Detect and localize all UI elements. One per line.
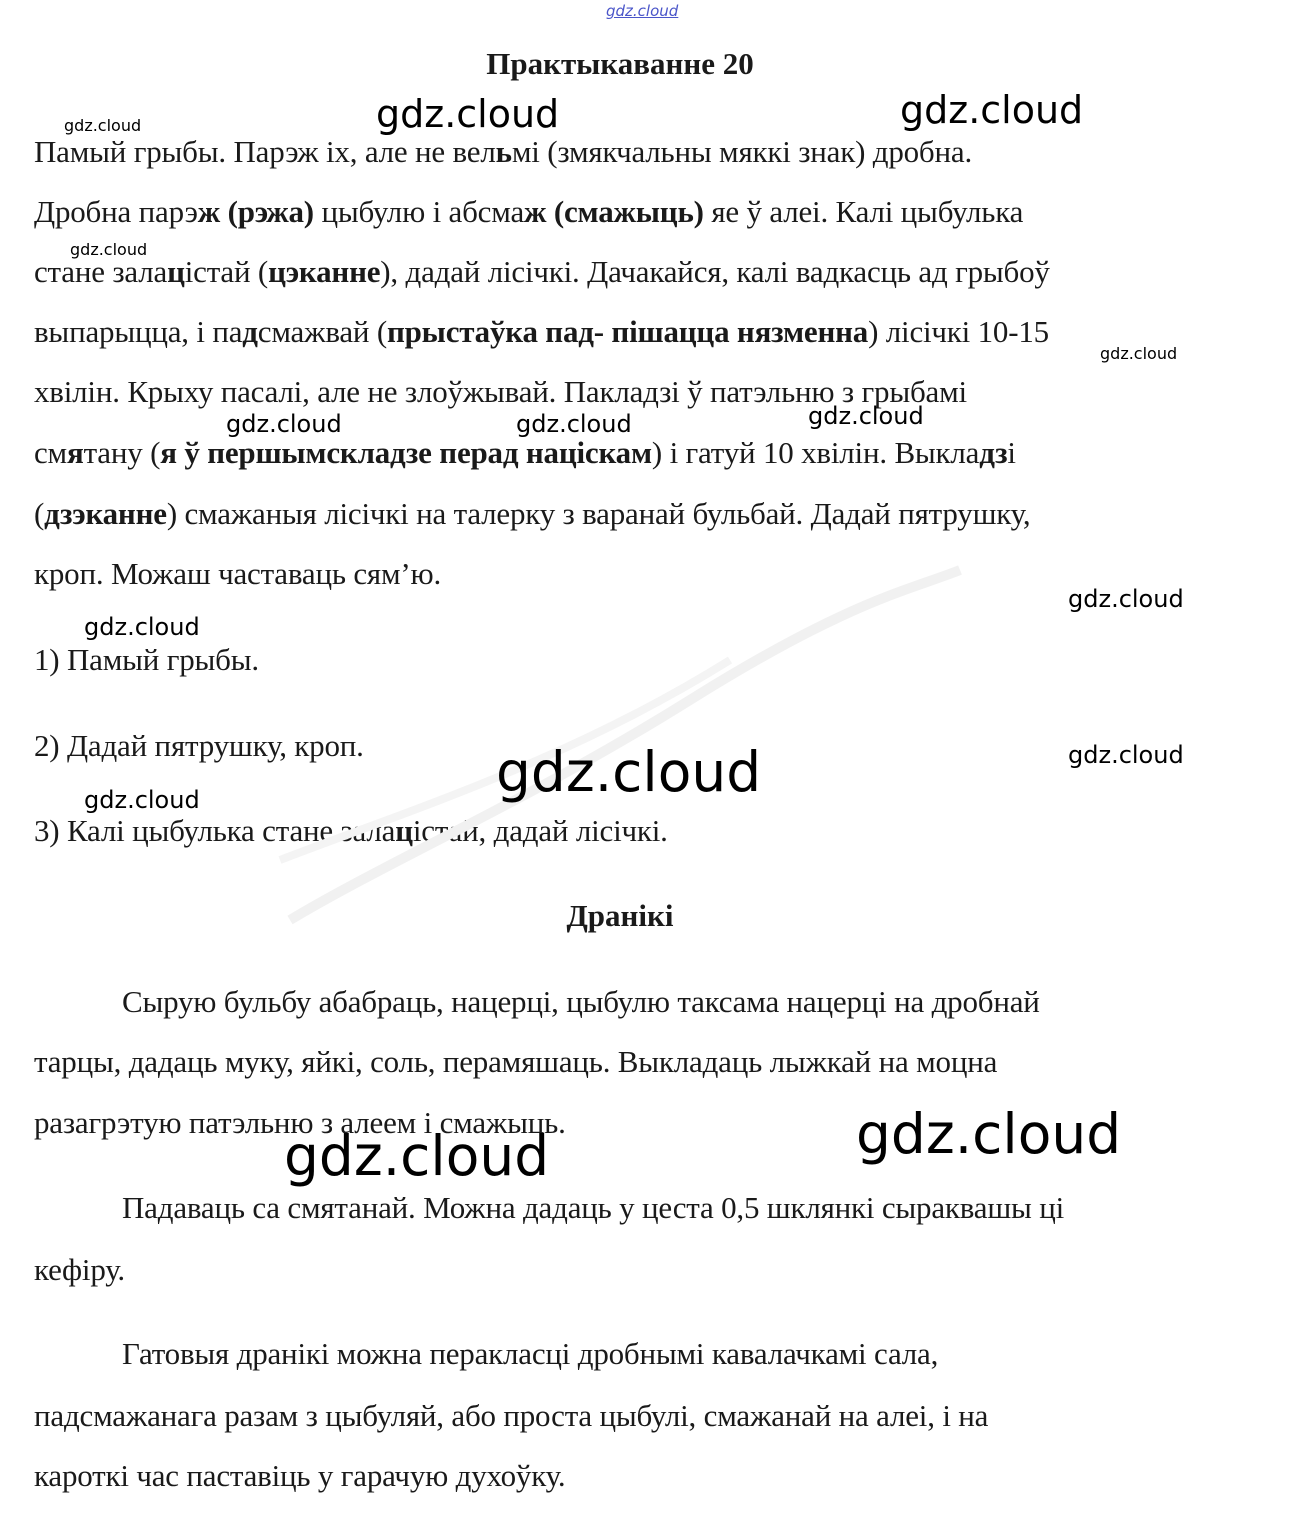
recipe-line-6: Гатовыя дранікі можна перакласці дробнымі кавалачкамі сала, [122, 1336, 939, 1371]
watermark-text: gdz.cloud [856, 1102, 1122, 1166]
recipe-title: Дранікі [566, 898, 674, 933]
watermark-text: gdz.cloud [84, 613, 200, 641]
watermark-text: gdz.cloud [284, 1124, 550, 1188]
watermark-text: gdz.cloud [1068, 585, 1184, 613]
watermark-text: gdz.cloud [1100, 344, 1178, 363]
watermark-text: gdz.cloud [900, 88, 1084, 132]
recipe-line-4: Падаваць са смятанай. Можна дадаць у цеста 0,5 шклянкі сыраквашы ці [122, 1190, 1065, 1225]
watermark-text: gdz.cloud [376, 92, 560, 136]
exercise-line-6: смятану (я ў першымскладзе перад націскам) і гатуй 10 хвілін. Выкладзі [34, 435, 1016, 470]
watermark-text: gdz.cloud [1068, 741, 1184, 769]
recipe-line-2: тарцы, дадаць муку, яйкі, соль, перамяшаць. Выкладаць лыжкай на моцна [34, 1044, 998, 1079]
watermark-text: gdz.cloud [808, 402, 924, 430]
watermark-text: gdz.cloud [496, 740, 762, 804]
watermark-text: gdz.cloud [84, 786, 200, 814]
exercise-line-3: стане залацістай (цэканне), дадай лісічкі. Дачакайся, калі вадкасць ад грыбоў [34, 254, 1050, 289]
top-watermark-link[interactable]: gdz.cloud [606, 2, 679, 20]
recipe-line-1: Сырую бульбу абабраць, нацерці, цыбулю таксама нацерці на дробнай [122, 984, 1040, 1019]
recipe-line-3: разагрэтую патэльню з алеем і смажыць. [34, 1105, 566, 1140]
exercise-line-8: кроп. Можаш частаваць сям’ю. [34, 556, 441, 591]
watermark-text: gdz.cloud [70, 240, 148, 259]
recipe-line-8: кароткі час паставіць у гарачую духоўку. [34, 1458, 566, 1493]
exercise-line-1: Памый грыбы. Парэж іх, але не вельмі (змякчальны мяккі знак) дробна. [34, 134, 972, 169]
recipe-line-7: падсмажанага разам з цыбуляй, або проста цыбулі, смажанай на алеі, і на [34, 1398, 989, 1433]
step-3: 3) Калі цыбулька стане залацістай, дадай лісічкі. [34, 813, 668, 848]
exercise-line-7: (дзэканне) смажаныя лісічкі на талерку з варанай бульбай. Дадай пятрушку, [34, 496, 1031, 531]
recipe-line-5: кефіру. [34, 1252, 125, 1287]
watermark-text: gdz.cloud [64, 116, 142, 135]
exercise-line-5: хвілін. Крыху пасалі, але не злоўжывай. Пакладзі ў патэльню з грыбамі [34, 374, 967, 409]
exercise-line-4: выпарыцца, і падсмажвай (прыстаўка пад- пішацца нязменна) лісічкі 10-15 [34, 314, 1049, 349]
exercise-line-2: Дробна парэж (рэжа) цыбулю і абсмаж (смажыць) яе ў алеі. Калі цыбулька [34, 194, 1024, 229]
step-1: 1) Памый грыбы. [34, 642, 259, 677]
step-2: 2) Дадай пятрушку, кроп. [34, 728, 364, 763]
page-title: Практыкаванне 20 [486, 46, 754, 81]
watermark-text: gdz.cloud [516, 410, 632, 438]
watermark-text: gdz.cloud [226, 410, 342, 438]
